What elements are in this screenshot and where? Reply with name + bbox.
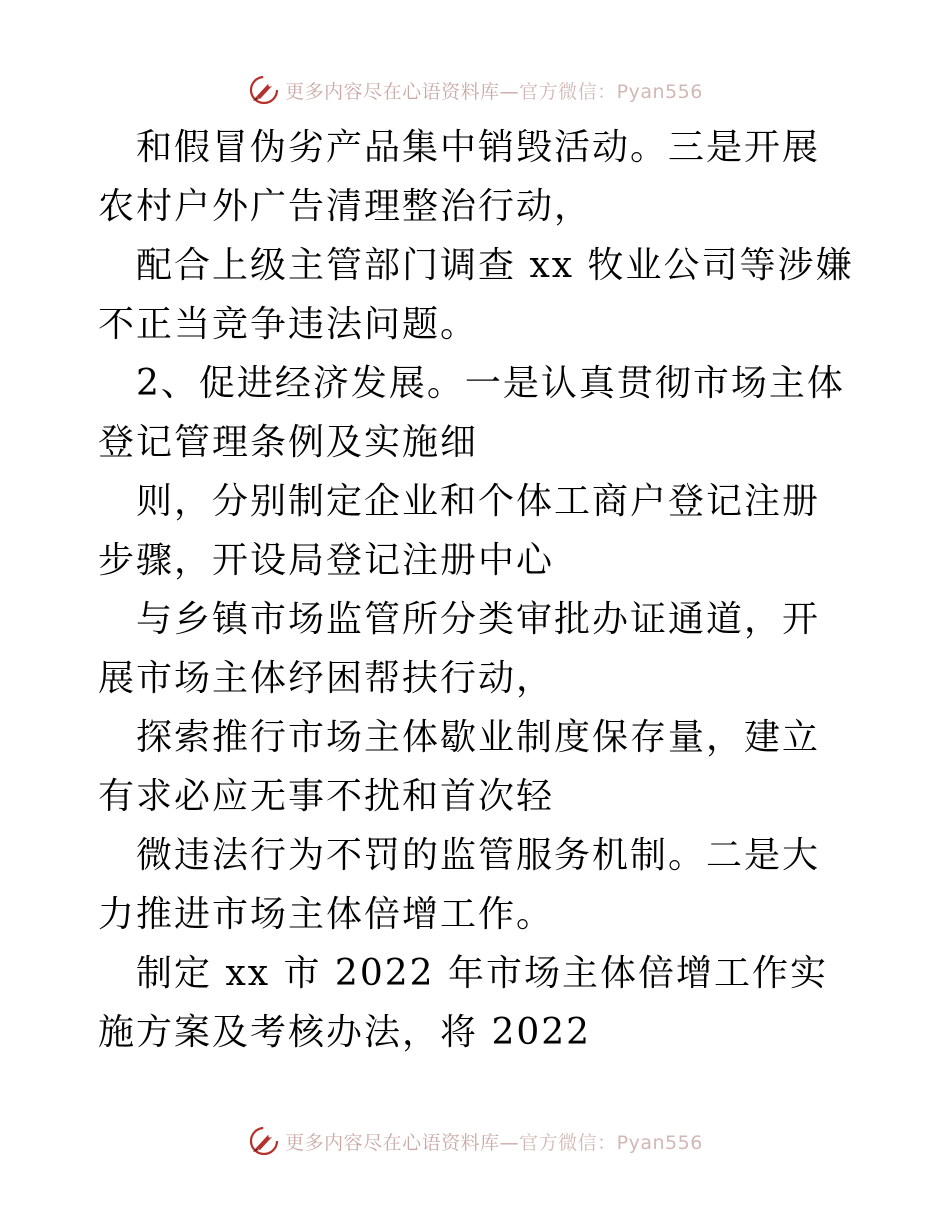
watermark-header: [0, 70, 950, 110]
watermark-main-text: 更多内容尽在心语资料库: [285, 80, 500, 103]
document-body: [98, 118, 854, 1062]
paragraph: 2、促进经济发展。一是认真贯彻市场主体登记管理条例及实施细: [98, 363, 845, 463]
paragraph: 微违法行为不罚的监管服务机制。二是大力推进市场主体倍增工作。: [98, 835, 821, 935]
watermark-text: [285, 77, 703, 104]
paragraph: 则，分别制定企业和个体工商户登记注册步骤，开设局登记注册中心: [98, 481, 821, 581]
paragraph: 与乡镇市场监管所分类审批办证通道，开展市场主体纾困帮扶行动，: [98, 599, 821, 699]
paragraph: 配合上级主管部门调查 xx 牧业公司等涉嫌不正当竞争违法问题。: [98, 245, 854, 345]
watermark-text: [285, 1128, 703, 1155]
watermark-wechat-text: 官方微信：Pyan556: [519, 1131, 703, 1154]
watermark-footer: [0, 1121, 950, 1161]
watermark-wechat-text: 官方微信：Pyan556: [519, 80, 703, 103]
paragraph: 和假冒伪劣产品集中销毁活动。三是开展农村户外广告清理整治行动，: [98, 127, 821, 227]
paragraph: 探索推行市场主体歇业制度保存量，建立有求必应无事不扰和首次轻: [98, 717, 821, 817]
paragraph: 制定 xx 市 2022 年市场主体倍增工作实施方案及考核办法，将 2022: [98, 953, 828, 1053]
pen-nib-logo-icon: [247, 73, 281, 107]
watermark-separator: —: [499, 1131, 520, 1154]
watermark-main-text: 更多内容尽在心语资料库: [285, 1131, 500, 1154]
pen-nib-logo-icon: [247, 1124, 281, 1158]
watermark-separator: —: [499, 80, 520, 103]
